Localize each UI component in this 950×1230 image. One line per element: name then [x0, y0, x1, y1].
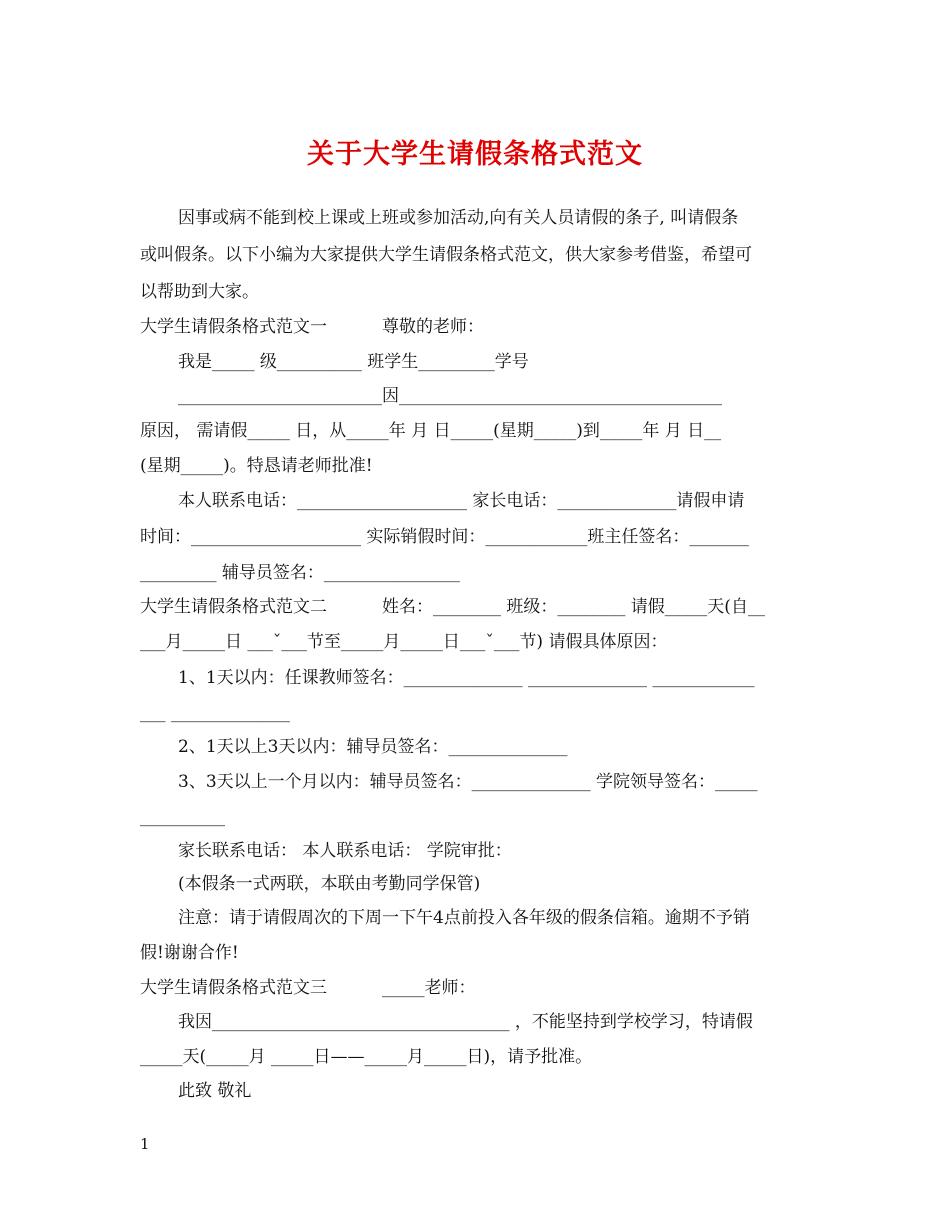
sample1-line-3: 原因， 需请假_____ 日，从_____年 月 日_____(星期_____)到_____年 月 日__	[140, 421, 722, 441]
sample2-line-1: ___月_____日 ___ˇ___节至_____月_____日___ˇ___节) 请假具体原因：	[140, 632, 668, 652]
sample2-head-rest: 姓名：________ 班级：________ 请假_____天(自__	[382, 597, 765, 617]
sample1-line-6: 时间：____________________ 实际销假时间：____________班主任签名：_______	[140, 527, 749, 547]
sample2-line-3: ___ ______________	[140, 703, 290, 723]
intro-line-2: 或叫假条。以下小编为大家提供大学生请假条格式范文，供大家参考借鉴，希望可	[140, 245, 752, 265]
intro-line-1: 因事或病不能到校上课或上班或参加活动,向有关人员请假的条子, 叫请假条	[178, 208, 739, 228]
sample3-line-2: _____天(_____月 _____日——_____月_____日)，请予批准。	[140, 1047, 593, 1067]
sample1-line-4: (星期_____)。特恳请老师批准!	[140, 456, 373, 476]
sample3-heading: 大学生请假条格式范文三	[140, 978, 327, 998]
sample1-line-7: _________ 辅导员签名：________________	[140, 563, 460, 583]
sample3-line-3: 此致 敬礼	[178, 1081, 252, 1101]
intro-line-3: 以帮助到大家。	[140, 282, 259, 302]
sample1-line-2: ________________________因______________________________________	[178, 386, 722, 406]
document-title: 关于大学生请假条格式范文	[307, 139, 643, 170]
sample2-line-2: 1、1天以内：任课教师签名：______________ ______________ ____________	[178, 668, 755, 688]
sample3-line-1: 我因___________________________________ ，不能坚持到学校学习，特请假	[178, 1012, 753, 1032]
sample1-line-1: 我是_____ 级__________ 班学生_________学号	[178, 352, 529, 372]
sample1-heading: 大学生请假条格式范文一	[140, 317, 327, 337]
sample2-line-10: 假!谢谢合作!	[140, 943, 239, 963]
page-number: 1	[140, 1135, 150, 1153]
sample3-greeting: _____老师：	[382, 978, 476, 998]
sample2-line-6: __________	[140, 807, 225, 827]
sample2-line-9: 注意：请于请假周次的下周一下午4点前投入各年级的假条信箱。逾期不予销	[178, 908, 750, 928]
sample1-greeting: 尊敬的老师：	[382, 317, 484, 337]
sample2-line-8: (本假条一式两联，本联由考勤同学保管)	[178, 874, 481, 894]
sample1-line-5: 本人联系电话：____________________ 家长电话：______________请假申请	[178, 491, 745, 511]
sample2-line-4: 2、1天以上3天以内：辅导员签名：______________	[178, 737, 568, 757]
sample2-heading: 大学生请假条格式范文二	[140, 597, 327, 617]
sample2-line-5: 3、3天以上一个月以内：辅导员签名：______________ 学院领导签名：_____	[178, 772, 758, 792]
sample2-line-7: 家长联系电话： 本人联系电话： 学院审批：	[178, 841, 512, 861]
